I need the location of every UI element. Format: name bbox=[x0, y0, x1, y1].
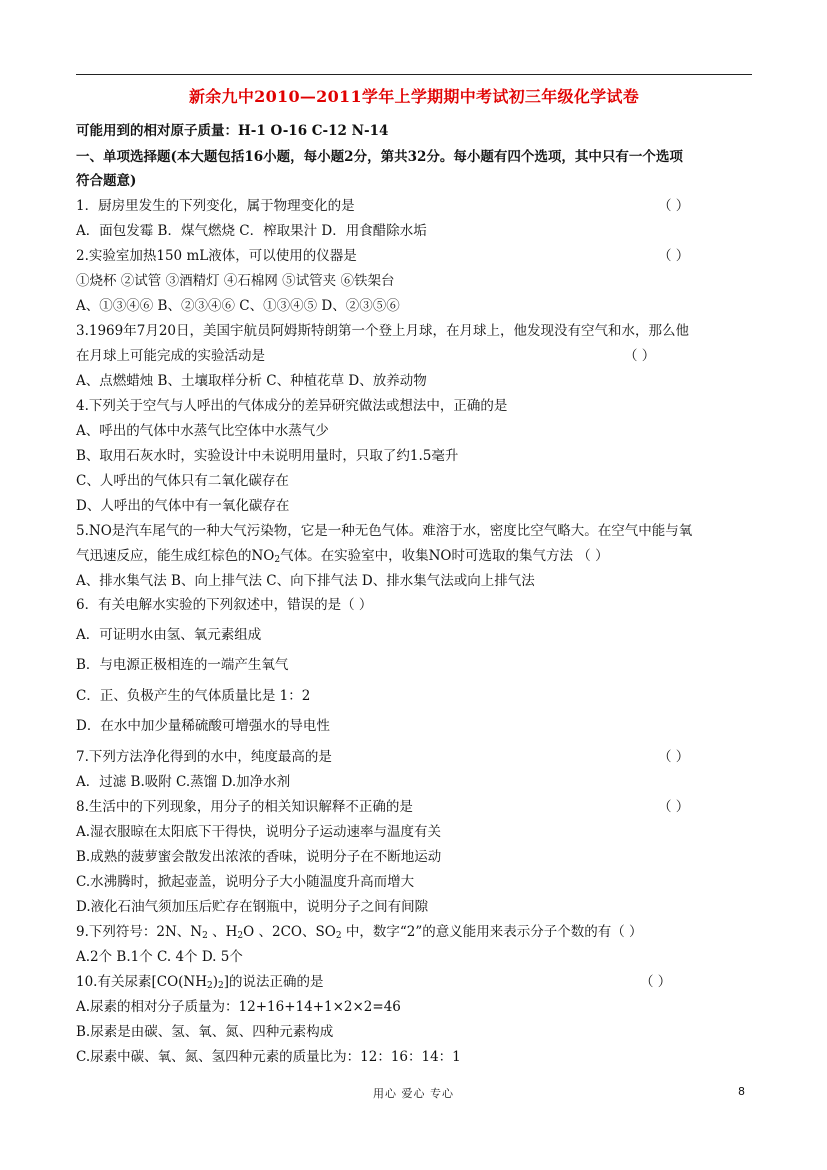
q1-options: A．面包发霉 B．煤气燃烧 C．榨取果汁 D．用食醋除水垢 bbox=[76, 223, 427, 239]
q1-stem: 1．厨房里发生的下列变化，属于物理变化的是 bbox=[76, 198, 355, 214]
q10-option-b: B.尿素是由碳、氢、氧、氮、四种元素构成 bbox=[76, 1024, 334, 1040]
q8-stem: 8.生活中的下列现象，用分子的相关知识解释不正确的是 bbox=[76, 799, 413, 815]
q3-stem-line2: 在月球上可能完成的实验活动是 bbox=[76, 348, 265, 364]
atomic-mass-note: 可能用到的相对原子质量：H-1 O-16 C-12 N-14 bbox=[76, 123, 389, 139]
section-heading-line2: 符合题意) bbox=[76, 173, 137, 189]
q8-option-c: C.水沸腾时，掀起壶盖，说明分子大小随温度升高而增大 bbox=[76, 874, 415, 890]
q4-stem: 4.下列关于空气与人呼出的气体成分的差异研究做法或想法中，正确的是 bbox=[76, 398, 508, 414]
q2-answer-paren: （ ） bbox=[658, 248, 690, 264]
q6-option-a: A．可证明水由氢、氧元素组成 bbox=[76, 627, 262, 643]
q2-stem: 2.实验室加热150 mL液体，可以使用的仪器是 bbox=[76, 248, 357, 264]
q4-option-a: A、呼出的气体中水蒸气比空体中水蒸气少 bbox=[76, 423, 329, 439]
q4-option-b: B、取用石灰水时，实验设计中未说明用量时，只取了约1.5毫升 bbox=[76, 448, 459, 464]
q4-option-c: C、人呼出的气体只有二氧化碳存在 bbox=[76, 473, 289, 489]
q8-option-d: D.液化石油气须加压后贮存在钢瓶中，说明分子之间有间隙 bbox=[76, 899, 429, 915]
q6-option-c: C．正、负极产生的气体质量比是 1：2 bbox=[76, 688, 311, 704]
q5-options: A、排水集气法 B、向上排气法 C、向下排气法 D、排水集气法或向上排气法 bbox=[76, 573, 535, 589]
q6-option-d: D．在水中加少量稀硫酸可增强水的导电性 bbox=[76, 718, 330, 734]
exam-title: 新余九中2010—2011学年上学期期中考试初三年级化学试卷 bbox=[188, 87, 640, 106]
q8-answer-paren: （ ） bbox=[658, 799, 690, 815]
q7-options: A．过滤 B.吸附 C.蒸馏 D.加净水剂 bbox=[76, 774, 291, 790]
q9-stem: 9.下列符号：2N、$N_2$ 、$H_2O$ 、2CO、$SO_2$ 中，数字“2”的意义能用来表示分子个数的有（ ） bbox=[76, 924, 643, 941]
q5-stem-line1: 5.NO是汽车尾气的一种大气污染物，它是一种无色气体。难溶于水，密度比空气略大。在空气中能与氧 bbox=[76, 523, 693, 539]
q1-answer-paren: （ ） bbox=[658, 198, 690, 214]
q2-options: A、①③④⑥ B、②③④⑥ C、①③④⑤ D、②③⑤⑥ bbox=[76, 298, 400, 314]
q3-answer-paren: （ ） bbox=[624, 348, 656, 364]
q7-stem: 7.下列方法净化得到的水中，纯度最高的是 bbox=[76, 749, 332, 765]
q4-option-d: D、人呼出的气体中有一氧化碳存在 bbox=[76, 498, 290, 514]
q8-option-b: B.成熟的菠萝蜜会散发出浓浓的香味，说明分子在不断地运动 bbox=[76, 849, 442, 865]
section-heading-line1: 一、单项选择题(本大题包括16小题，每小题2分，第共32分。每小题有四个选项，其中只有一个选项 bbox=[76, 149, 683, 165]
q10-answer-paren: （ ） bbox=[640, 974, 672, 990]
q9-options: A.2个 B.1个 C. 4个 D. 5个 bbox=[76, 949, 243, 965]
page-footer: 用心 爱心 专心 bbox=[373, 1087, 454, 1100]
q2-items: ①烧杯 ②试管 ③酒精灯 ④石棉网 ⑤试管夹 ⑥铁架台 bbox=[76, 273, 395, 289]
q6-stem: 6．有关电解水实验的下列叙述中，错误的是（ ） bbox=[76, 597, 373, 613]
q10-option-a: A.尿素的相对分子质量为：12+16+14+1×2×2=46 bbox=[76, 999, 401, 1015]
q6-option-b: B．与电源正极相连的一端产生氧气 bbox=[76, 657, 289, 673]
q7-answer-paren: （ ） bbox=[658, 749, 690, 765]
q8-option-a: A.湿衣服晾在太阳底下干得快，说明分子运动速率与温度有关 bbox=[76, 824, 442, 840]
header-rule bbox=[76, 74, 752, 75]
q10-stem: 10.有关尿素$[CO(NH_2)_2]$的说法正确的是 bbox=[76, 974, 324, 991]
q10-option-c: C.尿素中碳、氧、氮、氢四种元素的质量比为：12：16：14：1 bbox=[76, 1049, 461, 1065]
page-number: 8 bbox=[738, 1085, 745, 1098]
q3-options: A、点燃蜡烛 B、土壤取样分析 C、种植花草 D、放养动物 bbox=[76, 373, 427, 389]
q3-stem-line1: 3.1969年7月20日，美国宇航员阿姆斯特朗第一个登上月球，在月球上，他发现没有空气和水，那么他 bbox=[76, 323, 690, 339]
q5-stem-line2: 气迅速反应，能生成红棕色的$NO_2$气体。在实验室中，收集NO时可选取的集气方法 （ ） bbox=[76, 548, 609, 565]
